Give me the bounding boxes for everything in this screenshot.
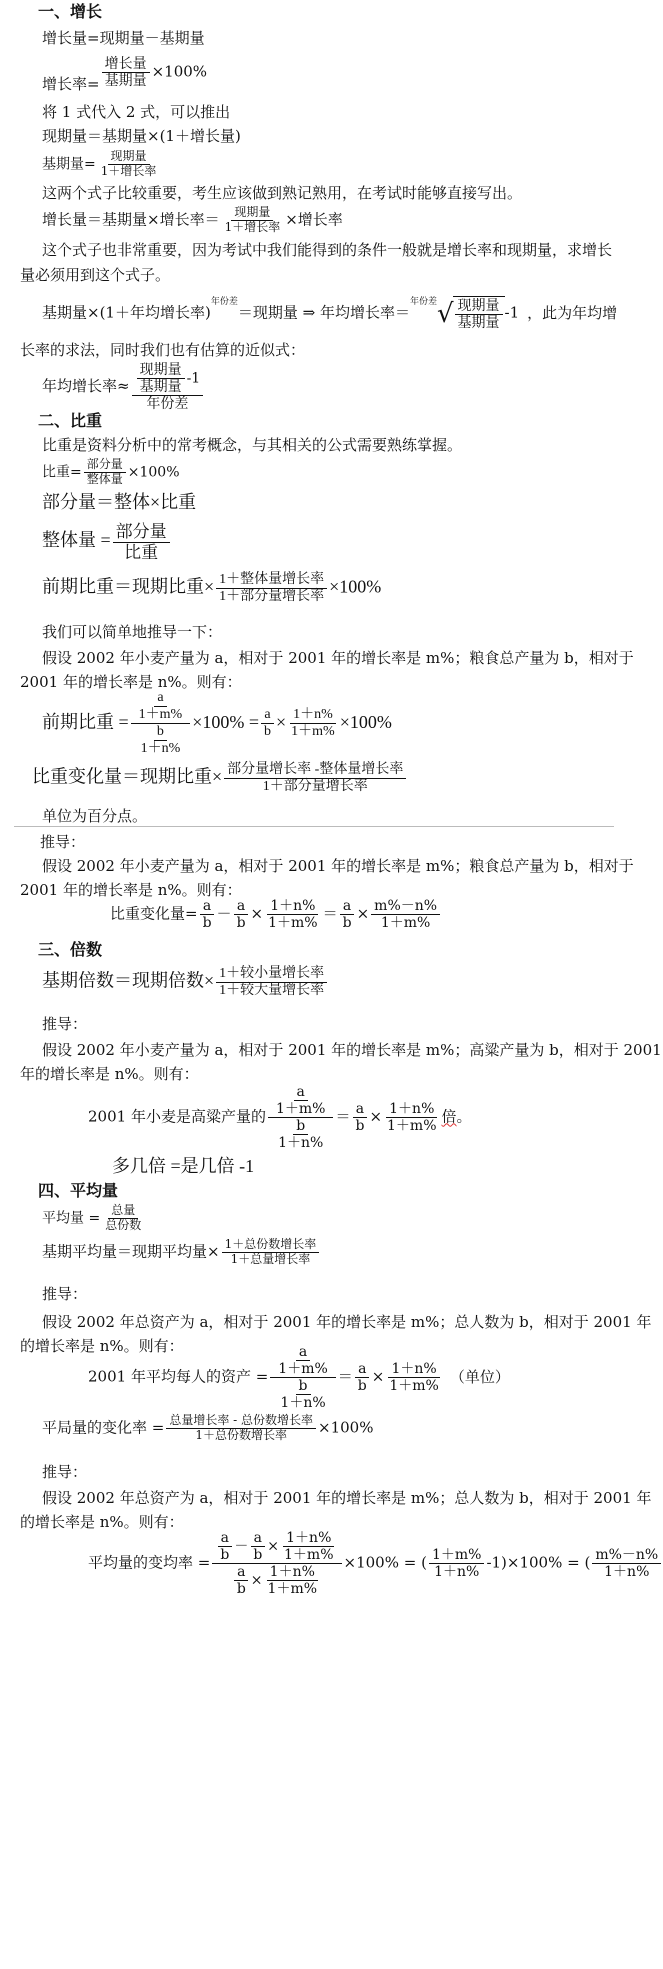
- text-important-2a: 这个式子也非常重要，因为考试中我们能得到的条件一般就是增长率和现期量，求增长: [42, 241, 613, 259]
- text-substitute: 将 1 式代入 2 式，可以推出: [42, 103, 231, 121]
- formula-average-change-rate: 平局量的变化率 = $\frac{\text{总量增长率 - 总份数增长率}}{\text{1＋总份数增长率}}$ ×100%: [42, 1413, 374, 1442]
- text-unit-percent-point: 单位为百分点。: [42, 807, 148, 825]
- divider-line: [14, 826, 614, 827]
- text-important-1: 这两个式子比较重要，考生应该做到熟记熟用，在考试时能够直接写出。: [42, 184, 523, 202]
- formula-growth-amount-2: 增长量＝基期量×增长率＝ $\frac{\text{现期量}}{\text{1＋增长率}}$ ×增长率: [42, 205, 343, 234]
- text-assume-5b: 的增长率是 n%。则有：: [20, 1513, 184, 1531]
- text-assume-4a: 假设 2002 年总资产为 a，相对于 2001 年的增长率是 m%；总人数为 b，相对于 2001 年: [42, 1313, 652, 1331]
- formula-previous-proportion-derivation: 前期比重 = $\frac{\frac{a}{1+m\%}}{\frac{b}{1+n\%}}$ ×100% = $\frac{a}{b}$ × $\frac{1+n\%}{1+m\%}$ ×100%: [42, 690, 392, 757]
- text-derive-3: 推导：: [42, 1015, 88, 1033]
- formula-how-many-more-times: 多几倍 =是几倍 -1: [112, 1156, 255, 1176]
- formula-multiple-derivation: 2001 年小麦是高粱产量的 $\frac{\frac{a}{1+m\%}}{\frac{b}{1+n\%}}$ ＝ $\frac{a}{b}$ × $\frac{1+n\%}{1+m\%}$ 倍。: [88, 1084, 472, 1152]
- text-proportion-intro: 比重是资料分析中的常考概念，与其相关的公式需要熟练掌握。: [42, 436, 463, 454]
- section-title-proportion: 二、比重: [38, 411, 103, 430]
- formula-average: 平均量 = $\frac{\text{总量}}{\text{总份数}}$: [42, 1203, 142, 1232]
- formula-current-amount: 现期量＝基期量×(1＋增长量): [42, 127, 241, 145]
- formula-average-asset-derivation: 2001 年平均每人的资产 = $\frac{\frac{a}{1+m\%}}{\frac{b}{1+n\%}}$ ＝ $\frac{a}{b}$ × $\frac{1+n\%}{1+m\%}$ （单位）: [88, 1344, 510, 1412]
- text-derive-5: 推导：: [42, 1463, 88, 1481]
- formula-growth-amount: 增长量=现期量－基期量: [42, 29, 205, 47]
- formula-proportion-change-derivation: 比重变化量= $\frac{a}{b}$ － $\frac{a}{b}$ × $\frac{1+n\%}{1+m\%}$ ＝ $\frac{a}{b}$ × $\frac{m\%-n\%}{1+m\%}$: [110, 898, 442, 931]
- section-title-average: 四、平均量: [38, 1181, 119, 1200]
- text-derive-1: 我们可以简单地推导一下：: [42, 623, 223, 641]
- formula-proportion-change: 比重变化量＝现期比重× $\frac{\text{部分量增长率 -整体量增长率}}{\text{1＋部分量增长率}}$: [32, 762, 408, 795]
- formula-annual-growth-approx: 年均增长率≈ $\frac{\text{现期量}}{\text{基期量}}$ -1 年份差: [42, 362, 205, 412]
- text-assume-5a: 假设 2002 年总资产为 a，相对于 2001 年的增长率是 m%；总人数为 b，相对于 2001 年: [42, 1489, 652, 1507]
- text-assume-1a: 假设 2002 年小麦产量为 a，相对于 2001 年的增长率是 m%；粮食总产量为 b，相对于: [42, 649, 634, 667]
- formula-average-change-derivation: 平均量的变均率 = $\frac{a}{b}$ － $\frac{a}{b}$ × $\frac{1+n\%}{1+m\%}$ $\frac{a}{b}$ × $\frac{1+n\%}{1+m\%}$ ×100% = ( $\frac{1+m\%}{1+n\%}$ -1)×100% = ( $\frac{m\%-n\%}{1+n\%}$: [88, 1530, 663, 1597]
- formula-previous-proportion: 前期比重＝现期比重× $\frac{\text{1＋整体量增长率}}{\text{1＋部分量增长率}}$ ×100%: [42, 572, 382, 605]
- text-derive-4: 推导：: [42, 1285, 88, 1303]
- formula-part-amount: 部分量＝整体×比重: [42, 492, 197, 512]
- formula-growth-rate: 增长率= $\frac{\text{增长量}}{\text{基期量}}$ ×100%: [42, 56, 208, 93]
- text-assume-2a: 假设 2002 年小麦产量为 a，相对于 2001 年的增长率是 m%；粮食总产量为 b，相对于: [42, 857, 634, 875]
- text-derive-2: 推导：: [40, 833, 86, 851]
- text-important-2b: 量必须用到这个式子。: [20, 266, 171, 284]
- formula-base-average: 基期平均量＝现期平均量× $\frac{\text{1＋总份数增长率}}{\text{1＋总量增长率}}$: [42, 1238, 321, 1267]
- formula-proportion: 比重= $\frac{\text{部分量}}{\text{整体量}}$ ×100%: [42, 457, 180, 486]
- text-assume-1b: 2001 年的增长率是 n%。则有：: [20, 673, 242, 691]
- formula-annual-growth: 基期量×(1＋年均增长率)$^{年份差}$＝现期量 ⇒ 年均增长率＝$^{年份差}$ √ $\frac{\text{现期量}}{\text{基期量}}$ -1 ，此为年均增: [42, 297, 618, 332]
- formula-whole-amount: 整体量 = $\frac{\text{部分量}}{\text{比重}}$: [42, 522, 172, 562]
- text-assume-4b: 的增长率是 n%。则有：: [20, 1337, 184, 1355]
- section-title-multiple: 三、倍数: [38, 940, 103, 959]
- text-assume-3b: 年的增长率是 n%。则有：: [20, 1065, 199, 1083]
- formula-base-multiple: 基期倍数＝现期倍数× $\frac{\text{1＋较小量增长率}}{\text{1＋较大量增长率}}$: [42, 966, 329, 999]
- text-assume-2b: 2001 年的增长率是 n%。则有：: [20, 881, 242, 899]
- text-assume-3a: 假设 2002 年小麦产量为 a，相对于 2001 年的增长率是 m%；高粱产量为 b，相对于 2001: [42, 1041, 662, 1059]
- section-title-growth: 一、增长: [38, 2, 103, 21]
- text-estimate: 长率的求法，同时我们也有估算的近似式：: [20, 341, 306, 359]
- formula-base-amount: 基期量= $\frac{\text{现期量}}{\text{1＋增长率}}$: [42, 149, 157, 178]
